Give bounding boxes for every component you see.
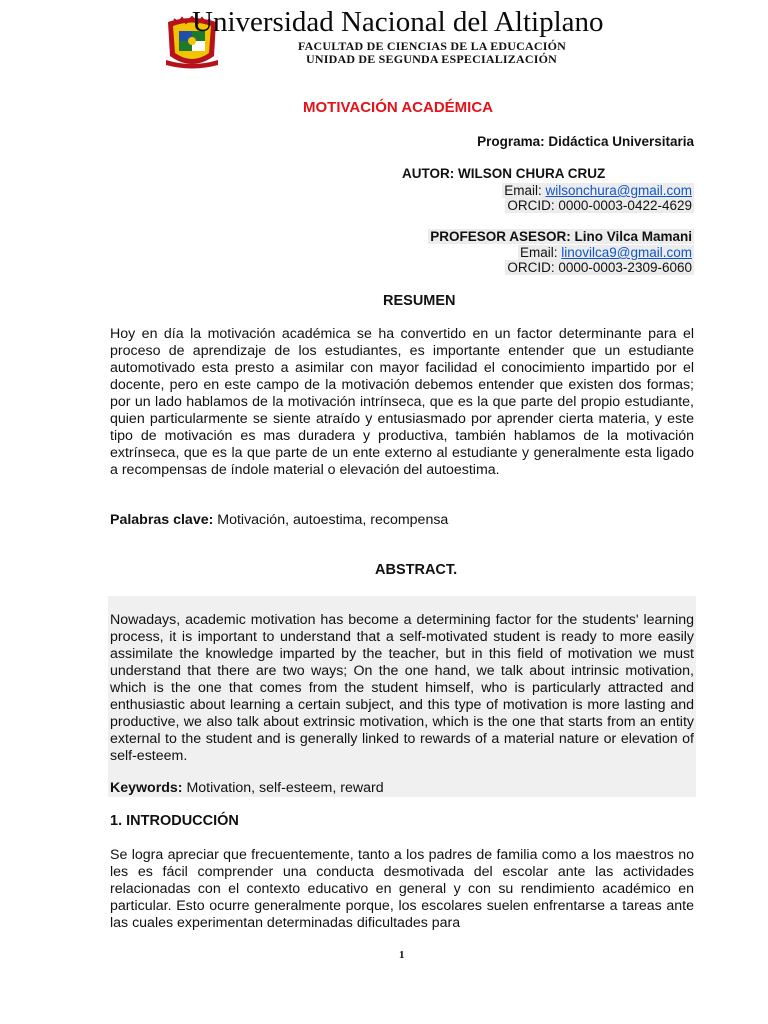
intro-heading: 1. INTRODUCCIÓN: [110, 813, 239, 829]
abstract-heading: ABSTRACT.: [375, 562, 458, 578]
keywords-values-en: Motivation, self-esteem, reward: [182, 780, 384, 796]
advisor-email-label: Email:: [519, 245, 562, 260]
resumen-paragraph: Hoy en día la motivación académica se ha convertido en un factor determinante para el proceso de aprendizaje de los estudiantes, es importante entender que un estudiante automotivado esta presto a asimilar con mayor facilidad el conocimiento impartido por el docente, pero en este campo de la motivación debemos entender que existen dos formas; por un lado hablamos de la motivación intrínseca, que es la que parte del propio estudiante, quien particularmente se siente atraído y entusiasmado por aprender cierta materia, y este tipo de motivación es mas duradera y productiva, también hablamos de la motivación extrínseca, que es la que parte de un ente externo al estudiante y generalmente esta ligado a recompensas de índole material o elevación del autoestima.: [110, 326, 694, 478]
paper-title: MOTIVACIÓN ACADÉMICA: [303, 99, 493, 116]
advisor-email-link[interactable]: linovilca9@gmail.com: [561, 245, 692, 260]
author-name: AUTOR: WILSON CHURA CRUZ: [402, 166, 606, 181]
keywords-label-es: Palabras clave:: [110, 512, 214, 528]
advisor-orcid-text: ORCID: 0000-0003-2309-6060: [507, 260, 692, 275]
author-email-link[interactable]: wilsonchura@gmail.com: [545, 183, 692, 198]
advisor-email-line: [518, 245, 694, 260]
faculty-name: FACULTAD DE CIENCIAS DE LA EDUCACIÓN: [298, 39, 567, 53]
author-orcid-text: ORCID: 0000-0003-0422-4629: [507, 198, 692, 213]
university-name: Universidad Nacional del Altiplano: [192, 6, 604, 38]
advisor-name: PROFESOR ASESOR: Lino Vilca Mamani: [430, 229, 692, 244]
author-email-line: [502, 183, 694, 198]
program-line: Programa: Didáctica Universitaria: [477, 134, 694, 149]
author-email-label: Email:: [504, 183, 546, 198]
author-orcid: [505, 198, 694, 213]
page-number: 1: [399, 949, 405, 961]
unit-name: UNIDAD DE SEGUNDA ESPECIALIZACIÓN: [306, 52, 557, 66]
abstract-keywords: [110, 780, 384, 796]
abstract-paragraph: Nowadays, academic motivation has become a determining factor for the students' learning process, it is important to understand that a self-motivated student is ready to more easily assimilate the knowledge imparted by the teacher, but in this field of motivation we must understand that there are two ways; On the one hand, we talk about intrinsic motivation, which is the one that comes from the student himself, who is particularly attracted and enthusiastic about learning a certain subject, and this type of motivation is more lasting and productive, we also talk about extrinsic motivation, which is the one that starts from an entity external to the student and is generally linked to rewards of a material nature or elevation of self-esteem.: [110, 612, 694, 764]
advisor-line: [428, 229, 694, 244]
advisor-orcid: [505, 260, 694, 275]
resumen-heading: RESUMEN: [383, 293, 456, 309]
keywords-label-en: Keywords:: [110, 780, 183, 796]
intro-paragraph: Se logra apreciar que frecuentemente, tanto a los padres de familia como a los maestros no les es fácil comprender una conducta desmotivada del escolar ante las actividades relacionadas con el contexto educativo en general y con su rendimiento académico en particular. Esto ocurre generalmente porque, los escolares suelen enfrentarse a tareas ante las cuales experimentan determinadas dificultades para: [110, 847, 694, 931]
keywords-values-es: Motivación, autoestima, recompensa: [213, 512, 449, 528]
resumen-keywords: [110, 512, 448, 528]
